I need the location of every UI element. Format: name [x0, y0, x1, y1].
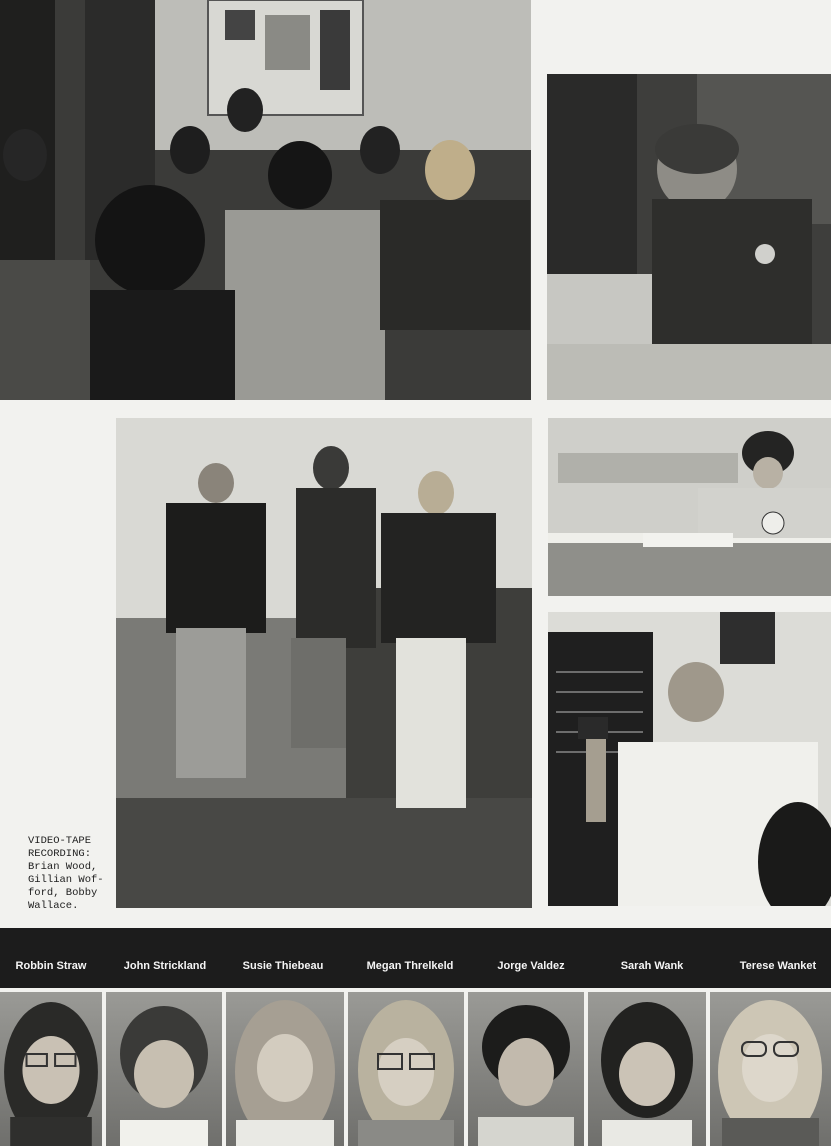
student-portrait	[0, 992, 102, 1146]
name-band	[0, 928, 831, 988]
student-name: Robbin Straw	[15, 960, 87, 972]
student-name: Susie Thiebeau	[242, 960, 324, 972]
teacher-blackboard-photo	[548, 612, 831, 906]
classroom-photo	[0, 0, 531, 400]
uniform-student-photo	[547, 74, 831, 400]
student-name: Terese Wanket	[739, 960, 817, 972]
desk-student-photo	[548, 418, 831, 596]
video-tape-recording-photo	[116, 418, 532, 908]
photo-caption: VIDEO-TAPE RECORDING: Brian Wood, Gillian Wof- ford, Bobby Wallace.	[28, 835, 104, 912]
student-name: Sarah Wank	[620, 960, 684, 972]
student-portrait	[710, 992, 831, 1146]
student-name: Megan Threlkeld	[366, 960, 454, 972]
student-portrait	[226, 992, 344, 1146]
student-portrait	[468, 992, 584, 1146]
student-name: John Strickland	[123, 960, 207, 972]
student-portrait	[588, 992, 706, 1146]
student-name: Jorge Valdez	[497, 960, 565, 972]
student-portrait	[348, 992, 464, 1146]
student-portrait	[106, 992, 222, 1146]
